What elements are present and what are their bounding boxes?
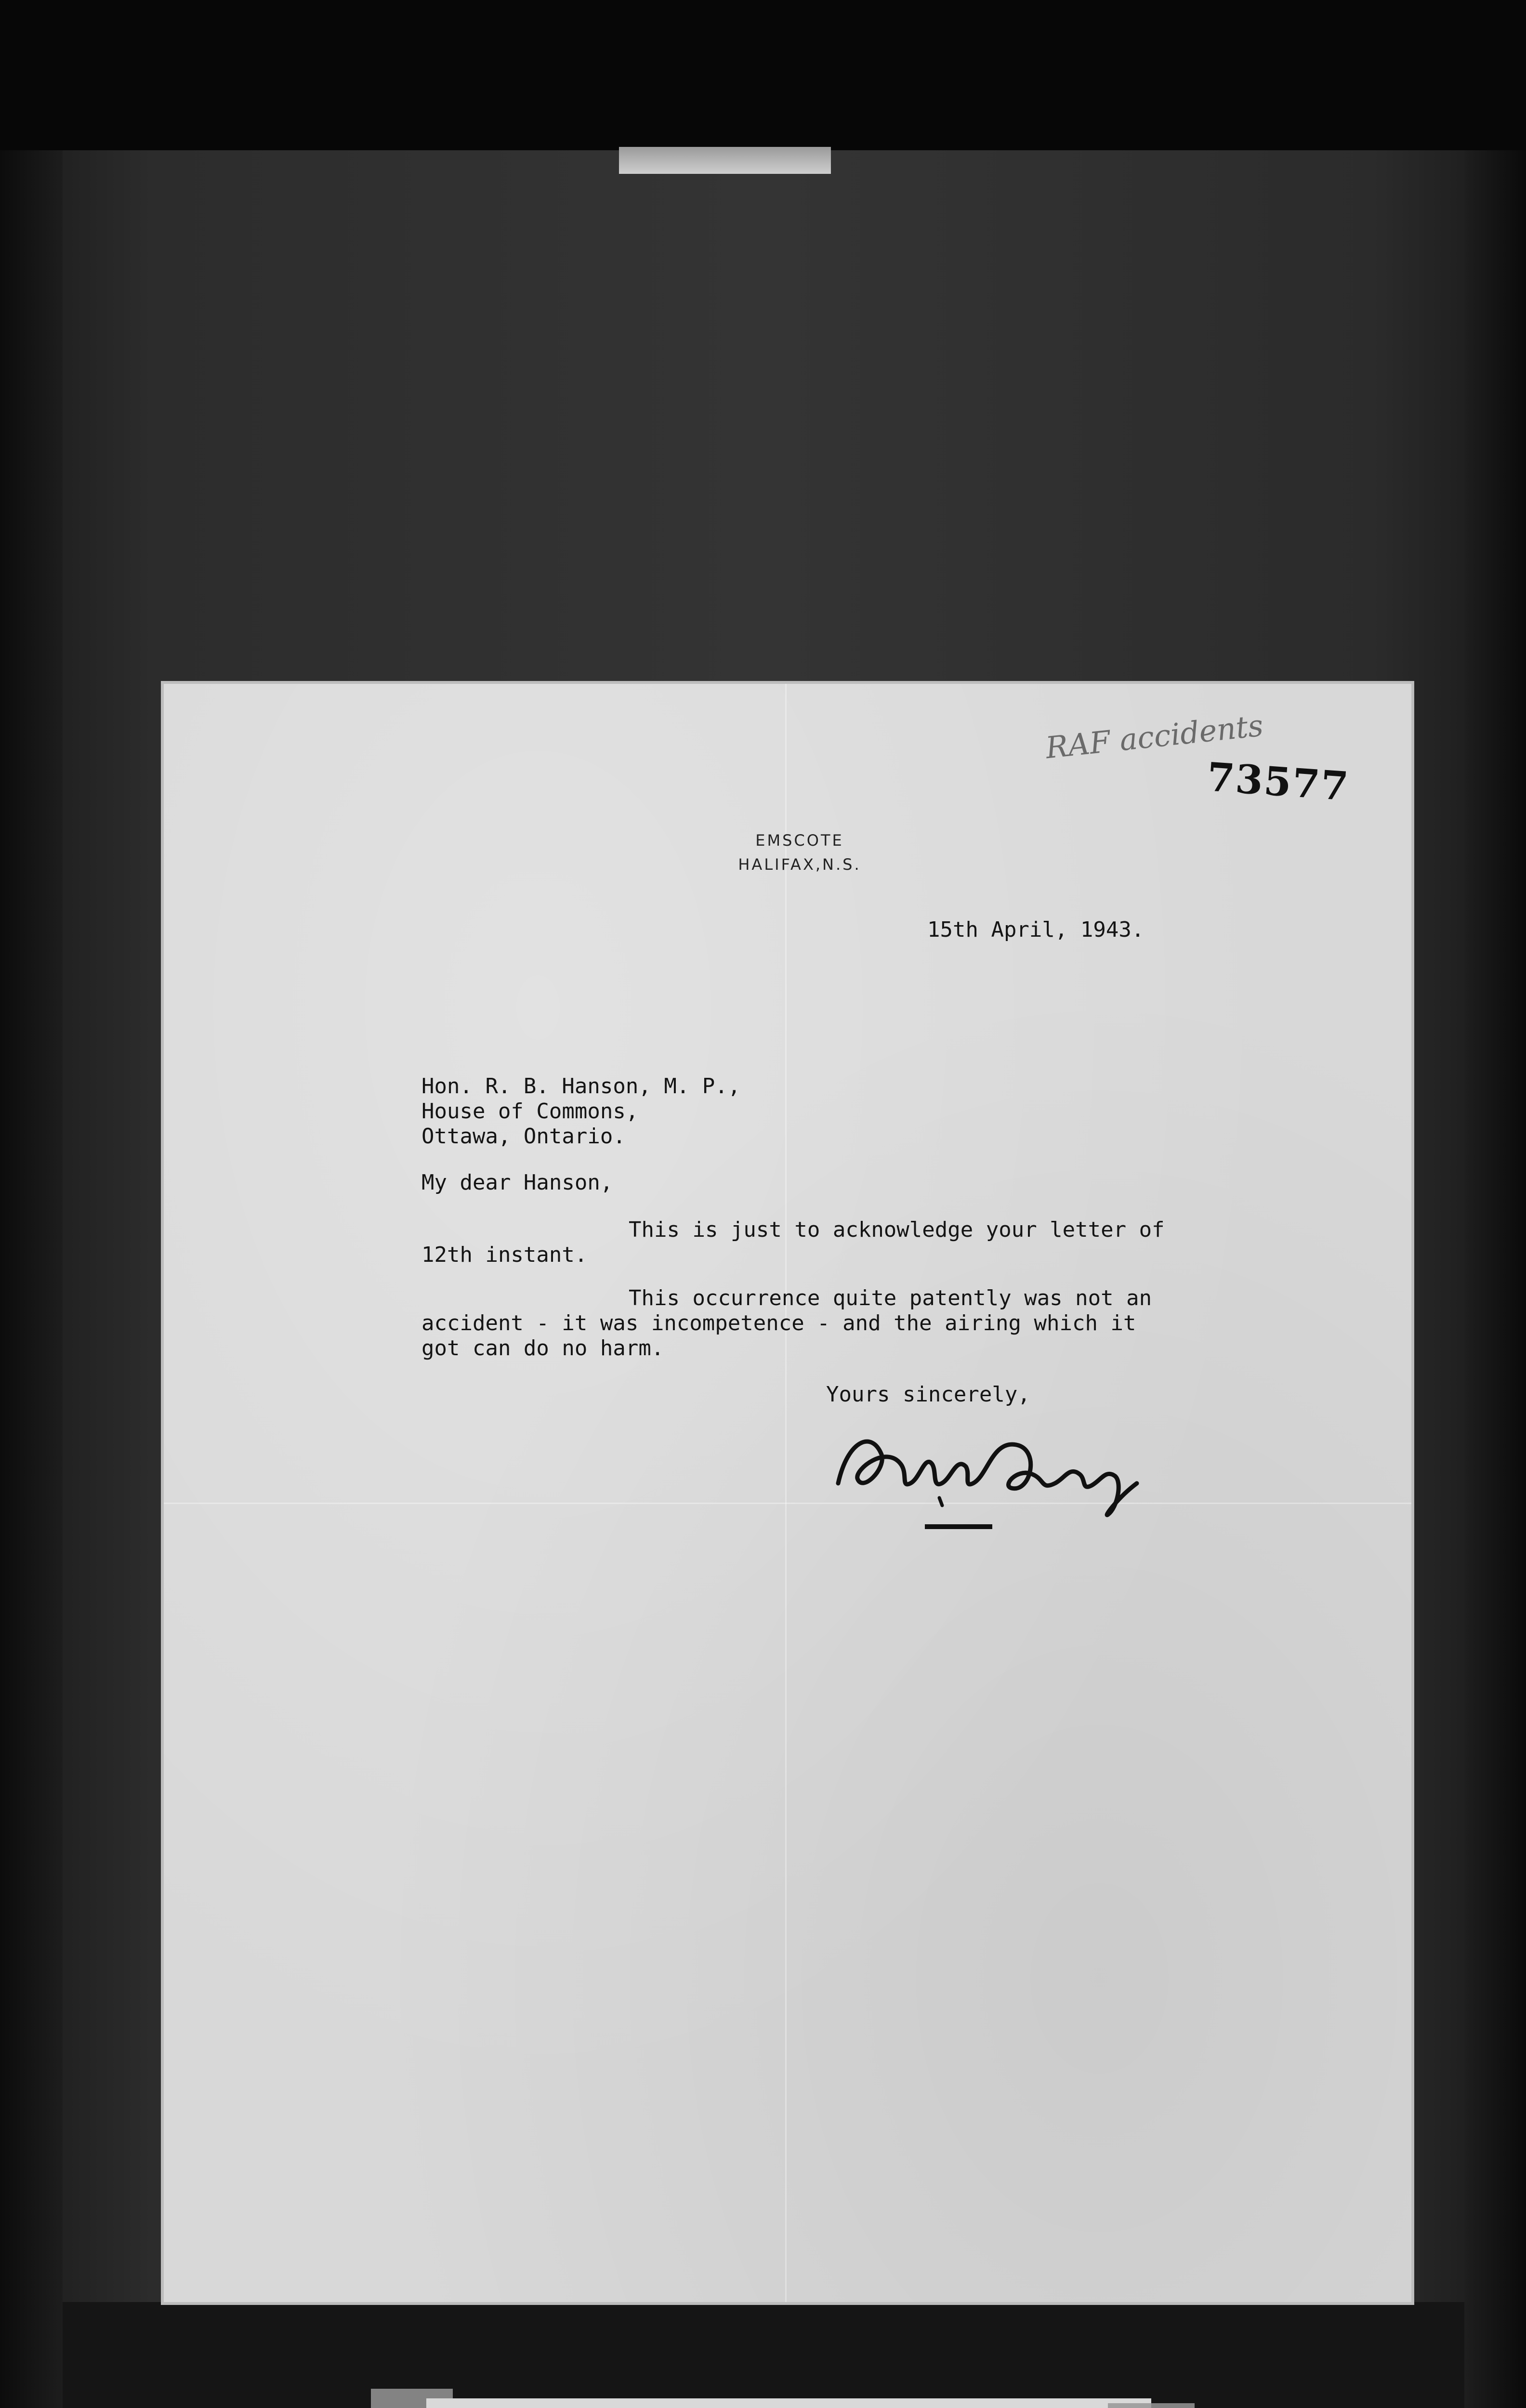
salutation: My dear Hanson, [421, 1170, 613, 1195]
tape-right [1108, 2403, 1195, 2408]
handwritten-signature [829, 1411, 1166, 1522]
film-edge-right [1464, 150, 1526, 2408]
body-line-2: 12th instant. [421, 1243, 588, 1267]
body-line-4: accident - it was incompetence - and the airing which it [421, 1311, 1136, 1335]
volume-label-strip [426, 2398, 1151, 2408]
fold-line-vertical [785, 684, 787, 2302]
film-lower-background [63, 2302, 1464, 2408]
letterhead-line-1: EMSCOTE [755, 831, 844, 850]
body-line-1: This is just to acknowledge your letter of [629, 1217, 1165, 1242]
address-line-3: Ottawa, Ontario. [421, 1124, 626, 1149]
file-number-stamp: 73577 [1205, 754, 1351, 810]
body-line-5: got can do no harm. [421, 1336, 664, 1361]
film-top-tab [619, 147, 831, 174]
film-edge-left [0, 150, 63, 2408]
address-line-2: House of Commons, [421, 1099, 639, 1124]
closing: Yours sincerely, [826, 1382, 1030, 1407]
signature-underline [925, 1524, 992, 1529]
letter-date: 15th April, 1943. [927, 917, 1144, 942]
fold-line-horizontal [164, 1503, 1411, 1504]
handwritten-note: RAF accidents [1044, 707, 1265, 766]
letterhead-line-2: HALIFAX,N.S. [738, 855, 861, 874]
address-line-1: Hon. R. B. Hanson, M. P., [421, 1074, 741, 1099]
body-line-3: This occurrence quite patently was not an [629, 1286, 1152, 1310]
letterhead [645, 828, 954, 886]
letter-page [164, 684, 1411, 2302]
film-top-band [0, 0, 1526, 150]
